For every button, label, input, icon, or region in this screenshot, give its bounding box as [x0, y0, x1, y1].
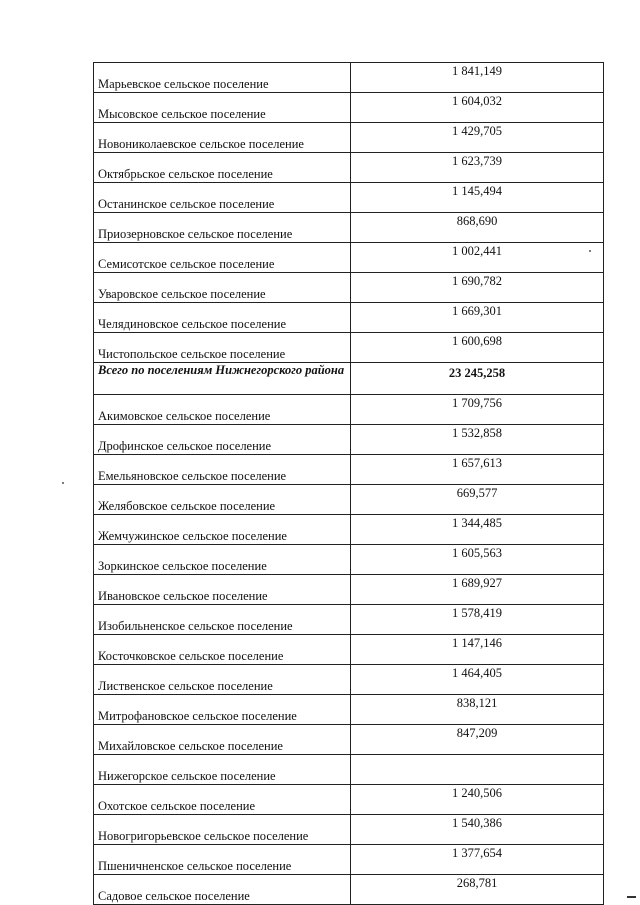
settlement-name: Акимовское сельское поселение [94, 395, 351, 425]
settlement-name: Емельяновское сельское поселение [94, 455, 351, 485]
total-value: 23 245,258 [351, 363, 604, 395]
table-row [94, 875, 604, 905]
settlement-name: Зоркинское сельское поселение [94, 545, 351, 575]
settlement-value: 1 377,654 [351, 845, 604, 875]
settlement-value: 1 240,506 [351, 785, 604, 815]
settlement-value: 1 578,419 [351, 605, 604, 635]
settlement-name: Останинское сельское поселение [94, 183, 351, 213]
settlement-name: Октябрьское сельское поселение [94, 153, 351, 183]
table-row [94, 545, 604, 575]
total-label: Всего по поселениям Нижнегорского района [94, 363, 351, 395]
settlement-value: 1 532,858 [351, 425, 604, 455]
total-row [94, 363, 604, 395]
table-row [94, 213, 604, 243]
table-row [94, 845, 604, 875]
table-row [94, 605, 604, 635]
settlement-value: 1 604,032 [351, 93, 604, 123]
table-row [94, 575, 604, 605]
settlement-value [351, 755, 604, 785]
settlement-value: 838,121 [351, 695, 604, 725]
table-row [94, 755, 604, 785]
settlement-value: 1 605,563 [351, 545, 604, 575]
settlement-name: Челядиновское сельское поселение [94, 303, 351, 333]
table-row [94, 333, 604, 363]
table-row [94, 815, 604, 845]
settlement-value: 847,209 [351, 725, 604, 755]
settlement-value: 1 841,149 [351, 63, 604, 93]
settlement-value: 1 600,698 [351, 333, 604, 363]
settlement-name: Лиственское сельское поселение [94, 665, 351, 695]
settlement-value: 1 690,782 [351, 273, 604, 303]
settlement-name: Дрофинское сельское поселение [94, 425, 351, 455]
settlement-name: Чистопольское сельское поселение [94, 333, 351, 363]
settlement-name: Новониколаевское сельское поселение [94, 123, 351, 153]
table-row [94, 273, 604, 303]
settlement-name: Желябовское сельское поселение [94, 485, 351, 515]
settlement-name: Митрофановское сельское поселение [94, 695, 351, 725]
table-row [94, 785, 604, 815]
table-row [94, 183, 604, 213]
table-row [94, 93, 604, 123]
settlement-value: 1 669,301 [351, 303, 604, 333]
settlements-table-body [94, 63, 604, 905]
settlement-value: 1 464,405 [351, 665, 604, 695]
table-row [94, 635, 604, 665]
settlement-name: Семисотское сельское поселение [94, 243, 351, 273]
settlement-value: 1 657,613 [351, 455, 604, 485]
settlement-name: Косточковское сельское поселение [94, 635, 351, 665]
settlement-value: 268,781 [351, 875, 604, 905]
settlement-value: 1 709,756 [351, 395, 604, 425]
settlement-value: 1 540,386 [351, 815, 604, 845]
settlement-name: Ивановское сельское поселение [94, 575, 351, 605]
table-row [94, 515, 604, 545]
settlement-value: 669,577 [351, 485, 604, 515]
settlement-name: Нижегорское сельское поселение [94, 755, 351, 785]
scan-speck [62, 482, 64, 484]
table-row [94, 303, 604, 333]
table-row [94, 63, 604, 93]
settlement-name: Мысовское сельское поселение [94, 93, 351, 123]
settlement-value: 1 002,441 [351, 243, 604, 273]
settlement-name: Уваровское сельское поселение [94, 273, 351, 303]
settlement-name: Изобильненское сельское поселение [94, 605, 351, 635]
table-row [94, 725, 604, 755]
settlement-value: 1 623,739 [351, 153, 604, 183]
settlement-value: 1 147,146 [351, 635, 604, 665]
table-row [94, 455, 604, 485]
settlement-value: 1 429,705 [351, 123, 604, 153]
settlement-name: Охотское сельское поселение [94, 785, 351, 815]
page-edge-mark [627, 896, 636, 898]
settlement-name: Жемчужинское сельское поселение [94, 515, 351, 545]
table-row [94, 153, 604, 183]
settlement-name: Садовое сельское поселение [94, 875, 351, 905]
settlement-name: Марьевское сельское поселение [94, 63, 351, 93]
table-row [94, 243, 604, 273]
table-row [94, 485, 604, 515]
settlement-value: 1 145,494 [351, 183, 604, 213]
settlement-value: 868,690 [351, 213, 604, 243]
table-row [94, 695, 604, 725]
settlement-name: Новогригорьевское сельское поселение [94, 815, 351, 845]
settlement-value: 1 344,485 [351, 515, 604, 545]
settlement-name: Пшеничненское сельское поселение [94, 845, 351, 875]
settlement-name: Приозерновское сельское поселение [94, 213, 351, 243]
scan-speck [589, 250, 591, 252]
table-row [94, 665, 604, 695]
table-row [94, 425, 604, 455]
settlement-name: Михайловское сельское поселение [94, 725, 351, 755]
table-row [94, 395, 604, 425]
settlement-value: 1 689,927 [351, 575, 604, 605]
table-row [94, 123, 604, 153]
settlements-table [93, 62, 604, 905]
